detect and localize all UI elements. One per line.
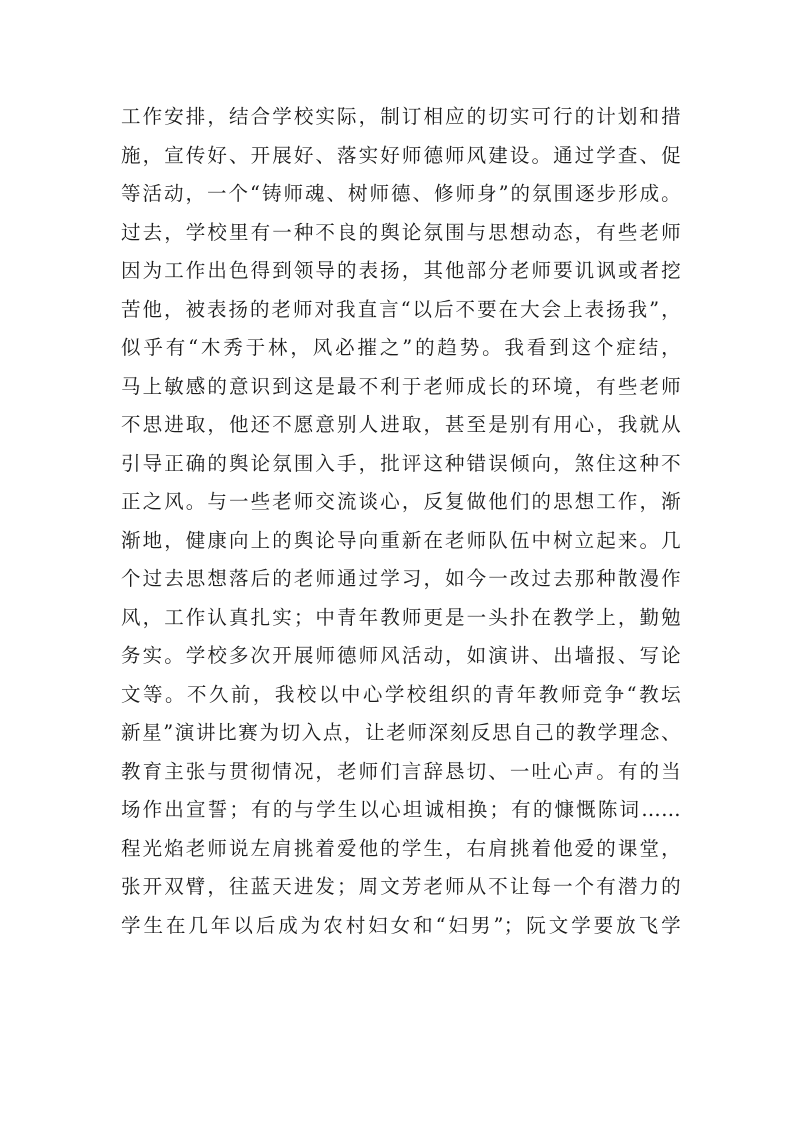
- text-line: 渐地，健康向上的舆论导向重新在老师队伍中树立起来。几: [121, 528, 681, 552]
- text-line: 程光焰老师说左肩挑着爱他的学生，右肩挑着他爱的课堂，: [121, 836, 681, 860]
- text-line: 教育主张与贯彻情况，老师们言辞恳切、一吐心声。有的当: [121, 759, 681, 783]
- text-line: 学生在几年以后成为农村妇女和“妇男”；阮文学要放飞学: [121, 913, 681, 937]
- text-line: 风，工作认真扎实；中青年教师更是一头扑在教学上，勤勉: [121, 605, 681, 629]
- text-line: 等活动，一个“铸师魂、树师德、修师身”的氛围逐步形成。: [121, 182, 681, 205]
- text-line: 正之风。与一些老师交流谈心，反复做他们的思想工作，渐: [121, 490, 681, 513]
- text-line: 工作安排，结合学校实际，制订相应的切实可行的计划和措: [121, 105, 681, 128]
- text-line: 文等。不久前，我校以中心学校组织的青年教师竞争“教坛: [121, 682, 681, 706]
- text-line: 新星”演讲比赛为切入点，让老师深刻反思自己的教学理念、: [121, 721, 681, 744]
- text-line: 过去，学校里有一种不良的舆论氛围与思想动态，有些老师: [121, 220, 681, 244]
- text-line: 引导正确的舆论氛围入手，批评这种错误倾向，煞住这种不: [121, 451, 681, 475]
- text-line: 场作出宣誓；有的与学生以心坦诚相换；有的慷慨陈词……: [121, 798, 681, 821]
- text-line: 个过去思想落后的老师通过学习，如今一改过去那种散漫作: [121, 567, 681, 590]
- text-line: 苦他，被表扬的老师对我直言“以后不要在大会上表扬我”，: [121, 297, 681, 321]
- text-line: 似乎有“木秀于林，风必摧之”的趋势。我看到这个症结，: [121, 336, 681, 359]
- body-text: [121, 98, 681, 945]
- text-line: 马上敏感的意识到这是最不利于老师成长的环境，有些老师: [121, 374, 681, 398]
- text-line: 因为工作出色得到领导的表扬，其他部分老师要讥讽或者挖: [121, 259, 681, 282]
- text-line: 不思进取，他还不愿意别人进取，甚至是别有用心，我就从: [121, 413, 681, 436]
- text-line: 张开双臂，往蓝天进发；周文芳老师从不让每一个有潜力的: [121, 875, 681, 898]
- text-line: 务实。学校多次开展师德师风活动，如演讲、出墙报、写论: [121, 644, 681, 667]
- text-line: 施，宣传好、开展好、落实好师德师风建设。通过学查、促: [121, 143, 681, 167]
